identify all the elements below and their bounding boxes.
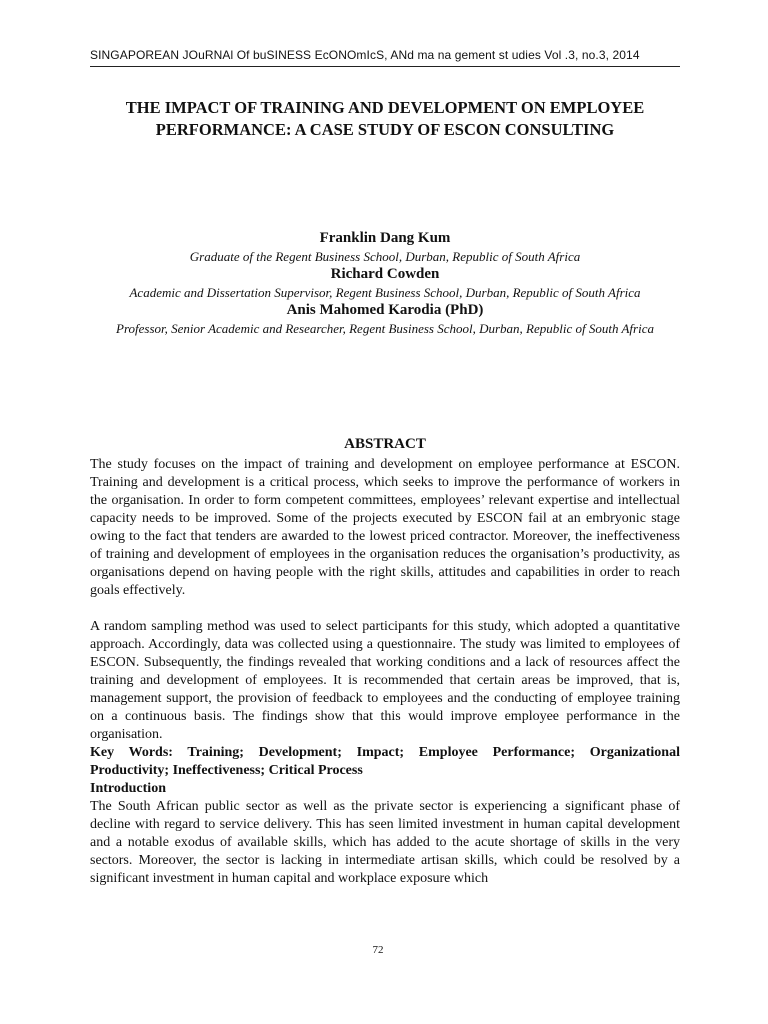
title-line-1: THE IMPACT OF TRAINING AND DEVELOPMENT ON EMPLOYEE [125, 98, 645, 117]
abstract-paragraph: The study focuses on the impact of training and development on employee performance at ESCON. Training and development is a critical process, which seeks to improve the performance of workers in the organisation. In order to form competent committees, employees’ relevant expertise and intellectual capacity needs to be improved. Some of the projects executed by ESCON fail at an embryonic stage owing to the fact that tenders are awarded to the lowest priced contractor. Moreover, the ineffectiveness of training and development of employees in the organisation reduces the organisation’s productivity, as organisations depend on having people with the right skills, attitudes and capabilities in order to reach goals effectively. [90, 457, 680, 598]
introduction-heading: Introduction [90, 781, 166, 796]
title-line-2: PERFORMANCE: A CASE STUDY OF ESCON CONSULTING [155, 120, 615, 139]
page-number: 72 [372, 944, 384, 956]
keywords: Key Words: Training; Development; Impact; Employee Performance; Organizational Productivity; Ineffectiveness; Critical Process [90, 745, 680, 778]
author-name: Anis Mahomed Karodia (PhD) [286, 302, 484, 318]
running-head: SINGAPOREAN JOuRNAl Of buSINESS EcONOmIcS, ANd ma na gement st udies Vol .3, no.3, 2014 [90, 48, 680, 67]
introduction-paragraph: The South African public sector as well as the private sector is experiencing a significant phase of decline with regard to service delivery. This has seen limited investment in human capital development and a notable exodus of available skills, which has added to the acute shortage of skills in the very sectors. Moreover, the sector is lacking in intermediate artisan skills, which could be resolved by a significant investment in human capital and workplace exposure which [90, 799, 680, 886]
paper-title [90, 97, 680, 141]
abstract-heading: ABSTRACT [344, 436, 426, 452]
abstract-paragraph: A random sampling method was used to select participants for this study, which adopted a quantitative approach. Accordingly, data was collected using a questionnaire. The study was limited to employees of ESCON. Subsequently, the findings revealed that working conditions and a lack of resources affect the training and development of employees. It is recommended that certain areas be improved, that is, management support, the provision of feedback to employees and the conducting of employee training on a continuous basis. The findings show that this would improve employee performance in the organisation. [90, 619, 680, 742]
author-affiliation: Professor, Senior Academic and Researcher, Regent Business School, Durban, Republic of South Africa [116, 321, 654, 336]
body-text [90, 456, 680, 888]
author-affiliation: Academic and Dissertation Supervisor, Regent Business School, Durban, Republic of South Africa [129, 285, 641, 300]
author-name: Franklin Dang Kum [319, 230, 451, 246]
author-affiliation: Graduate of the Regent Business School, Durban, Republic of South Africa [189, 249, 581, 264]
author-name: Richard Cowden [330, 266, 440, 282]
author-block [90, 229, 680, 337]
